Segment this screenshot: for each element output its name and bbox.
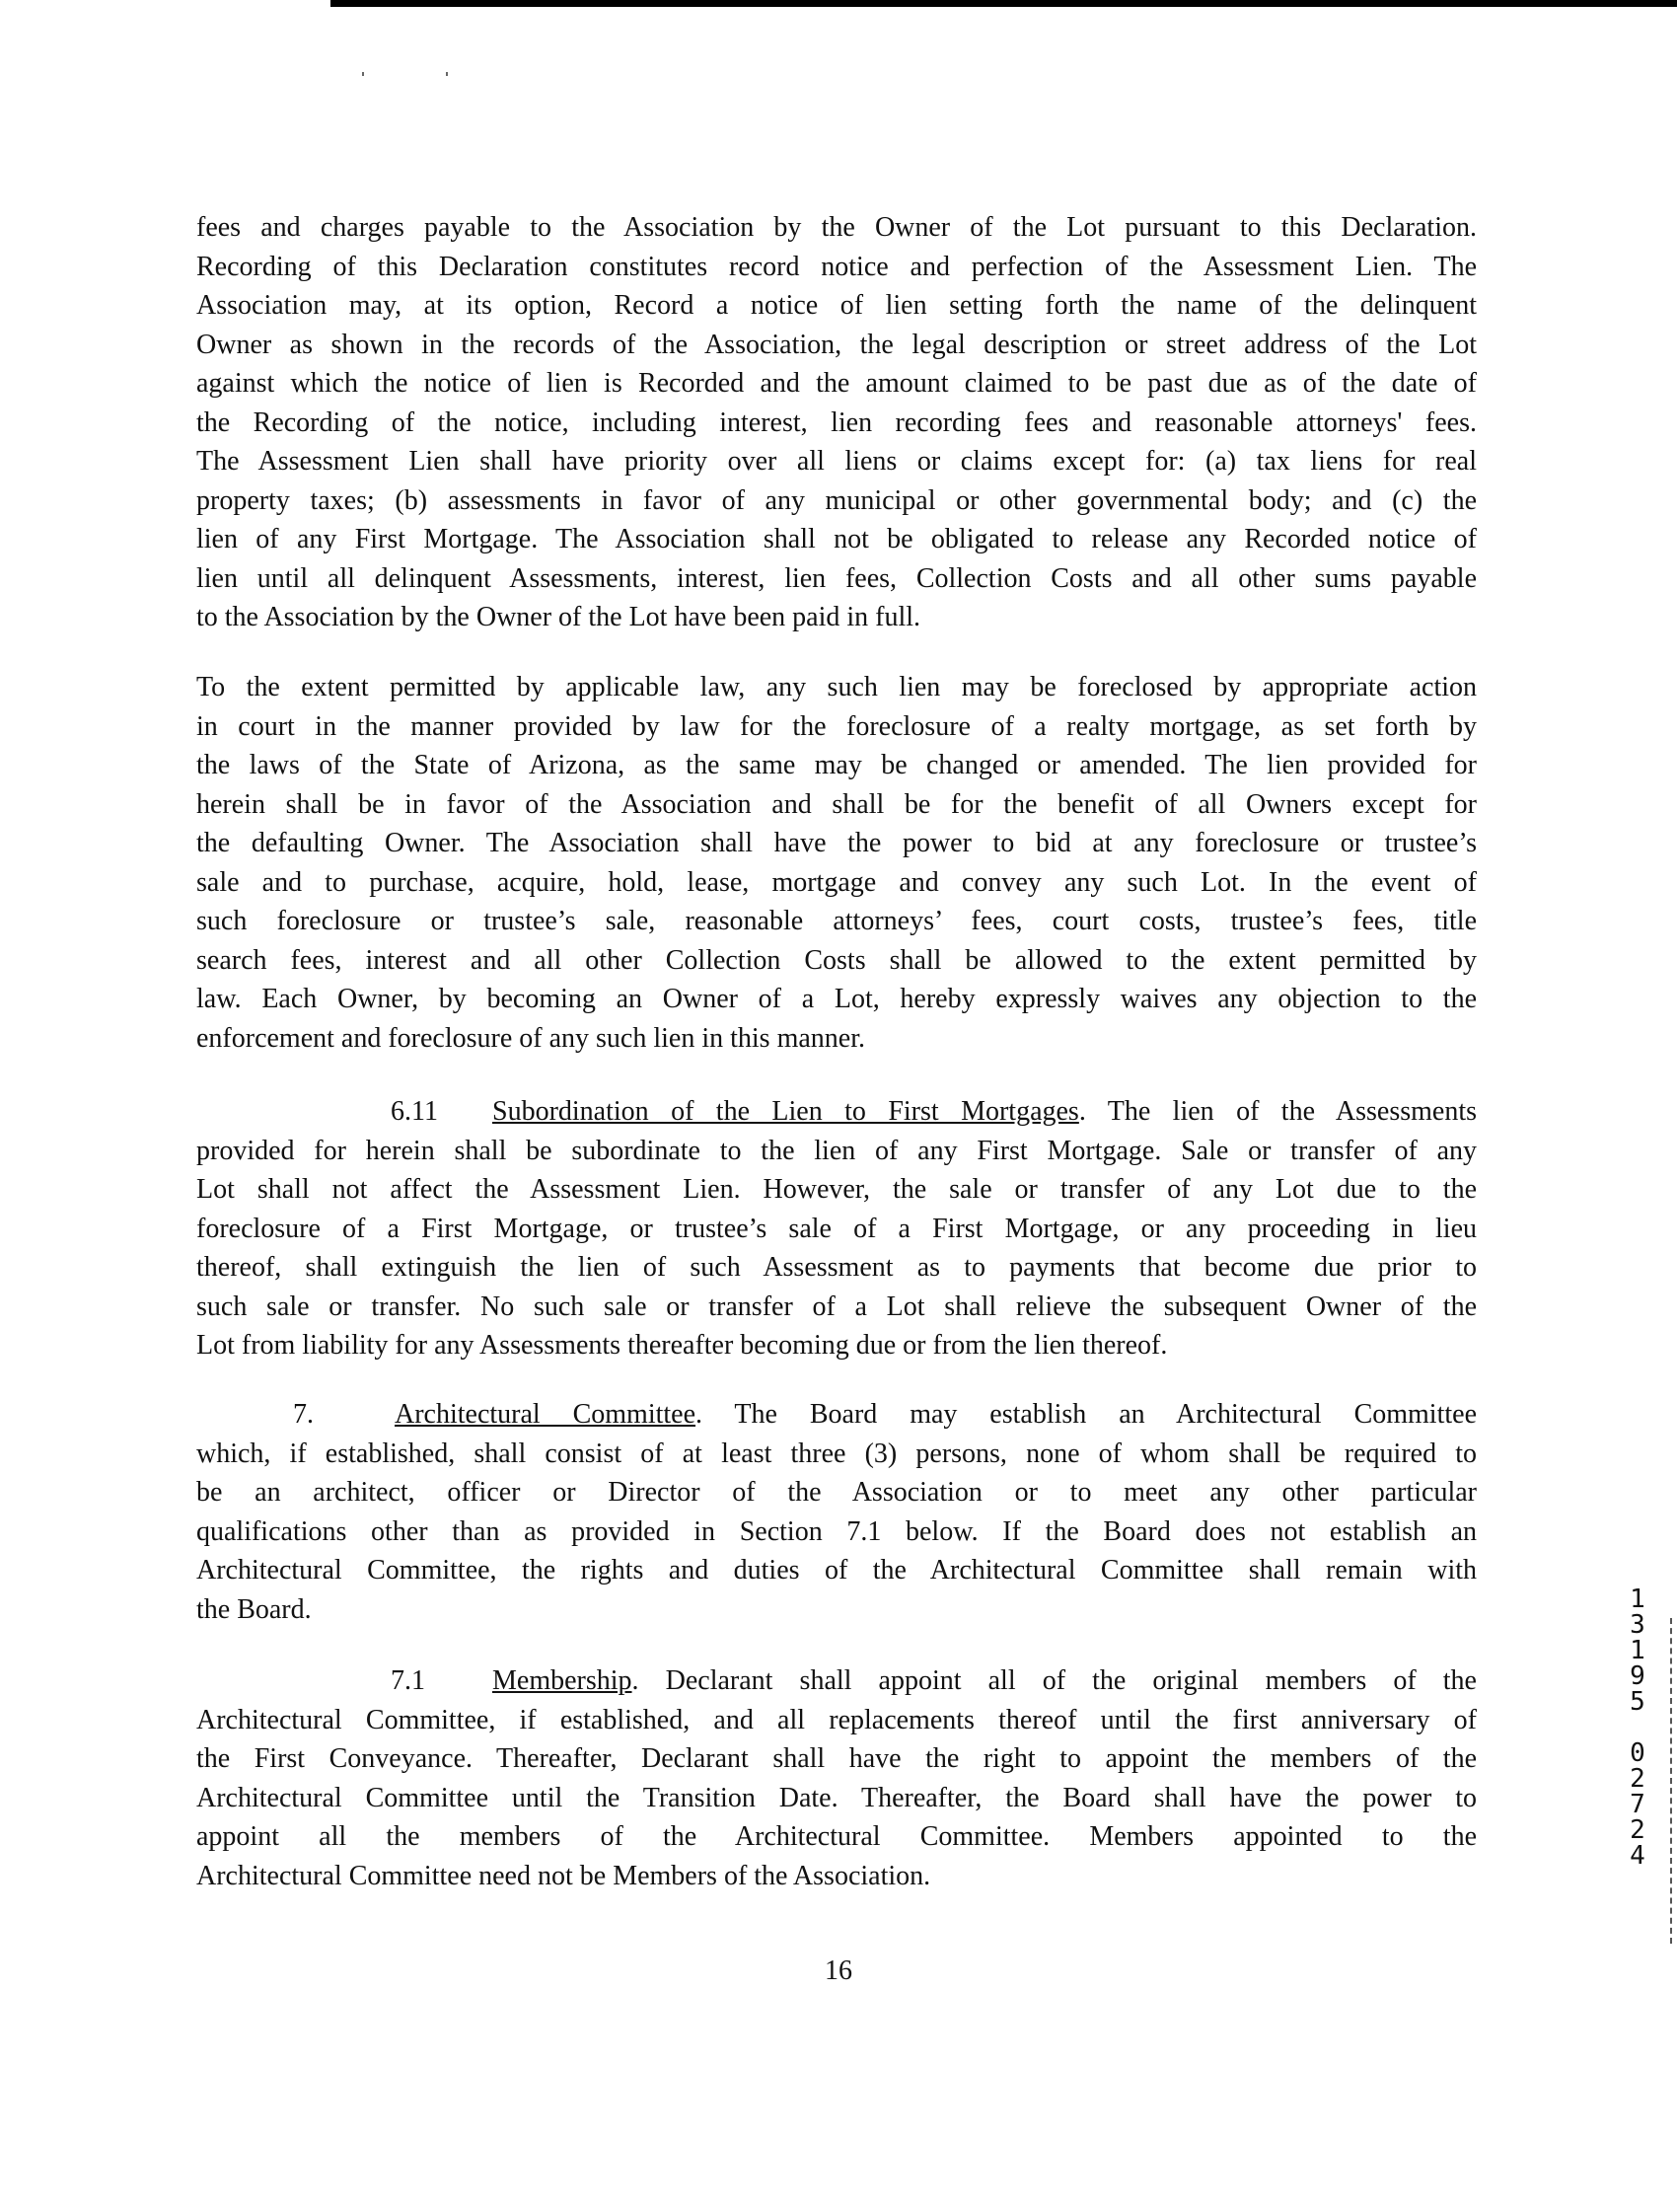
text-line-content: such foreclosure or trustee’s sale, reasonable attorneys’ fees, court costs, trustee’s fees, title <box>196 906 1477 936</box>
stamp-digit: 1 <box>1630 1636 1645 1665</box>
section-number: 6.11 <box>391 1096 438 1127</box>
text-line-content: the Recording of the notice, including interest, lien recording fees and reasonable attorneys' fees. <box>196 406 1477 438</box>
scan-speck <box>362 72 364 76</box>
stamp-digit: 3 <box>1630 1610 1645 1640</box>
text-line-content: the laws of the State of Arizona, as the same may be changed or amended. The lien provided for <box>196 750 1477 780</box>
text-line <box>196 746 1477 785</box>
text-line <box>196 1473 1477 1512</box>
heading-line <box>196 1092 1477 1132</box>
stamp-digit: 5 <box>1630 1687 1645 1717</box>
text-line-content: against which the notice of lien is Recorded and the amount claimed to be past due as of the date of <box>196 368 1477 399</box>
text-line <box>196 286 1477 326</box>
paragraph-foreclosure <box>196 668 1477 1058</box>
scan-top-border <box>330 0 1677 7</box>
text-line-content: lien until all delinquent Assessments, interest, lien fees, Collection Costs and all other sums payable <box>196 562 1477 594</box>
text-line-content: the Board. <box>196 1593 312 1625</box>
text-line-content: provided for herein shall be subordinate to the lien of any First Mortgage. Sale or transfer of any <box>196 1135 1477 1166</box>
text-line-content: herein shall be in favor of the Association and shall be for the benefit of all Owners except for <box>196 788 1477 820</box>
text-line <box>196 326 1477 365</box>
text-line-content: enforcement and foreclosure of any such lien in this manner. <box>196 1022 865 1054</box>
page-number: 16 <box>825 1955 852 1986</box>
text-line <box>196 785 1477 825</box>
text-line <box>196 248 1477 287</box>
text-line-content: appoint all the members of the Architectural Committee. Members appointed to the <box>196 1821 1477 1852</box>
text-line-content: qualifications other than as provided in Section 7.1 below. If the Board does not establish an <box>196 1515 1477 1547</box>
section-heading: Architectural Committee <box>395 1399 696 1430</box>
text-line <box>196 481 1477 521</box>
text-line <box>196 1551 1477 1590</box>
section-heading: Membership <box>492 1665 632 1696</box>
section-lead-text: . The lien of the Assessments <box>1078 1096 1477 1127</box>
section-number: 7. <box>293 1399 314 1430</box>
text-line-content: thereof, shall extinguish the lien of such Assessment as to payments that become due prior to <box>196 1252 1477 1283</box>
text-line-content: the First Conveyance. Thereafter, Declarant shall have the right to appoint the members of the <box>196 1743 1477 1774</box>
text-line <box>196 668 1477 707</box>
text-line <box>196 1132 1477 1171</box>
text-line-content: foreclosure of a First Mortgage, or trustee’s sale of a First Mortgage, or any proceeding in lieu <box>196 1213 1477 1244</box>
heading-line <box>196 1661 1477 1701</box>
text-line-content: law. Each Owner, by becoming an Owner of a Lot, hereby expressly waives any objection to the <box>196 984 1477 1014</box>
text-line <box>196 1288 1477 1327</box>
stamp-digit <box>1623 1715 1652 1740</box>
text-line-content: The Assessment Lien shall have priority over all liens or claims except for: (a) tax liens for real <box>196 446 1477 477</box>
text-line-content: in court in the manner provided by law for the foreclosure of a realty mortgage, as set forth by <box>196 710 1477 742</box>
text-line <box>196 598 1477 637</box>
section-heading: Subordination of the Lien to First Mortgages <box>492 1096 1079 1127</box>
text-line-content: Association may, at its option, Record a notice of lien setting forth the name of the delinquent <box>196 290 1477 321</box>
text-line-content: search fees, interest and all other Collection Costs shall be allowed to the extent permitted by <box>196 944 1477 976</box>
text-line <box>196 941 1477 981</box>
text-line <box>196 208 1477 248</box>
text-line <box>196 364 1477 404</box>
text-line-content: Architectural Committee, the rights and duties of the Architectural Committee shall remain with <box>196 1555 1477 1585</box>
paragraph-assessment-lien <box>196 208 1477 637</box>
text-line <box>196 1435 1477 1474</box>
heading-line-text <box>492 1092 1477 1132</box>
text-line-content: Owner as shown in the records of the Association, the legal description or street address of the Lot <box>196 329 1477 360</box>
text-line <box>196 980 1477 1019</box>
text-line <box>196 1590 1477 1630</box>
heading-line-text <box>492 1661 1477 1701</box>
text-line-content: property taxes; (b) assessments in favor of any municipal or other governmental body; and (c) the <box>196 484 1477 516</box>
stamp-digit: 2 <box>1630 1815 1645 1845</box>
section-lead-text: . The Board may establish an Architectural Committee <box>695 1399 1477 1430</box>
text-line <box>196 707 1477 747</box>
text-line-content: such sale or transfer. No such sale or transfer of a Lot shall relieve the subsequent Owner of the <box>196 1290 1477 1322</box>
text-line <box>196 1817 1477 1857</box>
scan-right-border <box>1670 1618 1674 1944</box>
text-line <box>196 1019 1477 1059</box>
scan-speck <box>446 72 448 76</box>
section-lead-text: . Declarant shall appoint all of the original members of the <box>631 1665 1477 1696</box>
text-line <box>196 1170 1477 1210</box>
stamp-digit: 1 <box>1630 1585 1645 1614</box>
text-line <box>196 442 1477 481</box>
text-line <box>196 1779 1477 1818</box>
text-line-content: sale and to purchase, acquire, hold, lease, mortgage and convey any such Lot. In the event of <box>196 866 1477 898</box>
text-line-content: Lot from liability for any Assessments thereafter becoming due or from the lien thereof. <box>196 1330 1168 1361</box>
section-7-1-membership <box>196 1661 1477 1895</box>
stamp-digit: 9 <box>1630 1661 1645 1691</box>
text-line-content: the defaulting Owner. The Association shall have the power to bid at any foreclosure or trustee’s <box>196 828 1477 858</box>
text-line <box>196 824 1477 863</box>
stamp-digit: 7 <box>1630 1790 1645 1819</box>
text-line-content: Recording of this Declaration constitutes record notice and perfection of the Assessment Lien. The <box>196 251 1477 282</box>
stamp-digit: 4 <box>1630 1841 1645 1871</box>
text-line-content: be an architect, officer or Director of the Association or to meet any other particular <box>196 1477 1477 1508</box>
text-line <box>196 520 1477 559</box>
heading-line <box>196 1395 1477 1435</box>
text-line-content: Architectural Committee, if established, and all replacements thereof until the first anniversary of <box>196 1704 1477 1735</box>
text-line-content: which, if established, shall consist of at least three (3) persons, none of whom shall be required to <box>196 1438 1477 1469</box>
text-line <box>196 863 1477 903</box>
text-line <box>196 1701 1477 1740</box>
recording-number-stamp <box>1623 1586 1652 1869</box>
text-line-content: Lot shall not affect the Assessment Lien. However, the sale or transfer of any Lot due to the <box>196 1174 1477 1205</box>
text-line <box>196 1857 1477 1896</box>
text-line <box>196 1248 1477 1288</box>
stamp-digit: 0 <box>1630 1738 1645 1768</box>
text-line <box>196 1326 1477 1365</box>
text-line-content: To the extent permitted by applicable law, any such lien may be foreclosed by appropriate action <box>196 672 1477 702</box>
section-number: 7.1 <box>391 1665 425 1696</box>
text-line-content: Architectural Committee need not be Members of the Association. <box>196 1860 931 1891</box>
text-line <box>196 1739 1477 1779</box>
text-line <box>196 404 1477 443</box>
text-line <box>196 1210 1477 1249</box>
text-line <box>196 902 1477 941</box>
text-line-content: fees and charges payable to the Association by the Owner of the Lot pursuant to this Declaration. <box>196 212 1477 243</box>
heading-line-text <box>395 1395 1477 1435</box>
text-line <box>196 1512 1477 1552</box>
text-line-content: lien of any First Mortgage. The Association shall not be obligated to release any Recorded notice of <box>196 524 1477 554</box>
text-line-content: Architectural Committee until the Transition Date. Thereafter, the Board shall have the power to <box>196 1782 1477 1813</box>
text-line-content: to the Association by the Owner of the Lot have been paid in full. <box>196 602 921 632</box>
section-7-architectural-committee <box>196 1395 1477 1629</box>
section-6-11-subordination <box>196 1092 1477 1365</box>
text-line <box>196 559 1477 599</box>
stamp-digit: 2 <box>1630 1764 1645 1794</box>
